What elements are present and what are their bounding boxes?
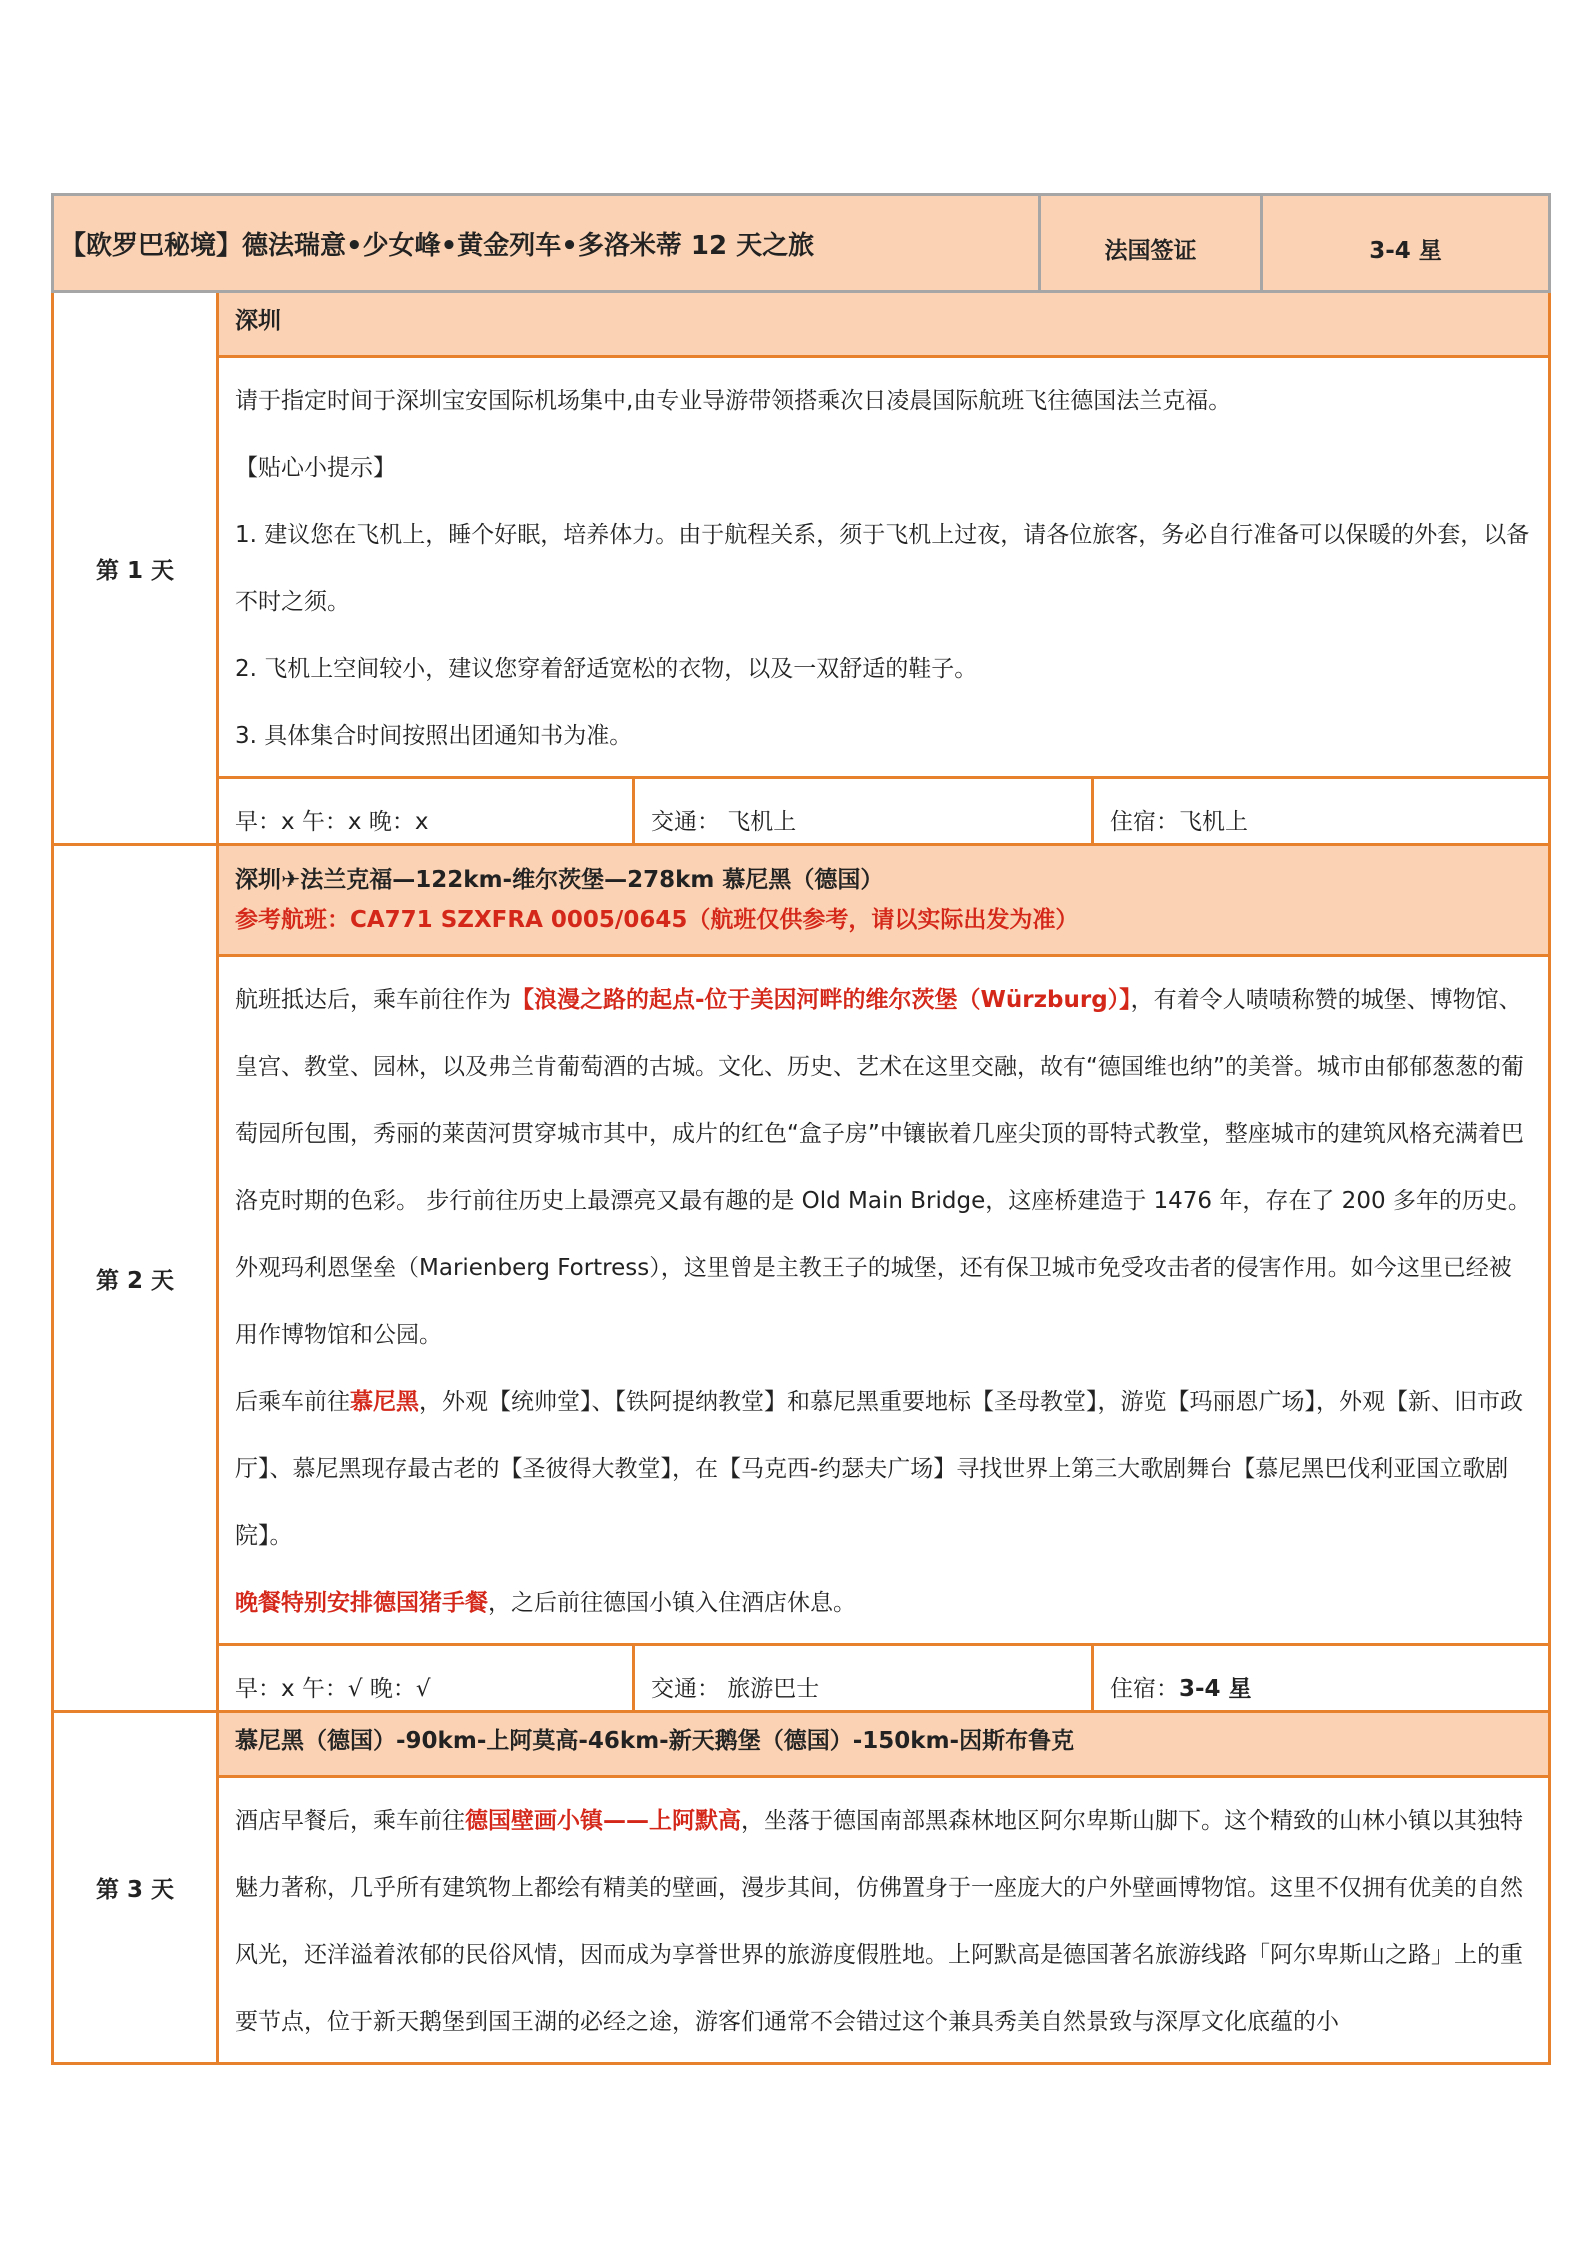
day-route-block (219, 846, 1548, 957)
tour-title: 【欧罗巴秘境】德法瑞意•少女峰•黄金列车•多洛米蒂 12 天之旅 (53, 195, 1040, 292)
text-segment: ，之后前往德国小镇入住酒店休息。 (488, 1590, 856, 1616)
meals-info: 早：x 午：x 晚：x (219, 779, 635, 843)
day-row (53, 1712, 1550, 2064)
highlight-text: 德国壁画小镇——上阿默高 (465, 1808, 741, 1834)
paragraph (235, 1369, 1532, 1570)
visa-type: 法国签证 (1040, 195, 1262, 292)
day-label: 第 1 天 (53, 292, 218, 845)
day-route: 慕尼黑（德国）-90km-上阿莫高-46km-新天鹅堡（德国）-150km-因斯布鲁克 (219, 1713, 1548, 1778)
paragraph: 2. 飞机上空间较小，建议您穿着舒适宽松的衣物，以及一双舒适的鞋子。 (235, 656, 978, 682)
day-description (219, 358, 1548, 776)
meals-info: 早：x 午：√ 晚：√ (219, 1646, 635, 1710)
paragraph (235, 967, 1532, 1369)
highlight-text: 慕尼黑 (350, 1389, 419, 1415)
transport-info: 交通： 飞机上 (635, 779, 1094, 843)
day-content (218, 845, 1550, 1712)
text-segment: ，有着令人啧啧称赞的城堡、博物馆、皇宫、教堂、园林，以及弗兰肯葡萄酒的古城。文化、历史、艺术在这里交融，故有“德国维也纳”的美誉。城市由郁郁葱葱的葡萄园所包围，秀丽的莱茵河贯穿城市其中，成片的红色“盒子房”中镶嵌着几座尖顶的哥特式教堂，整座城市的建筑风格充满着巴洛克时期的色彩。 步行前往历史上最漂亮又最有趣的是 Old Main Bridge，这座桥建造于 1476 年，存在了 200 多年的历史。外观玛利恩堡垒（Marienberg Fortress），这里曾是主教王子的城堡，还有保卫城市免受攻击者的侵害作用。如今这里已经被用作博物馆和公园。 (235, 987, 1531, 1348)
text-segment: 航班抵达后，乘车前往作为 (235, 987, 511, 1013)
day-row (53, 292, 1550, 845)
day-info-bar (219, 776, 1548, 843)
text-segment: 后乘车前往 (235, 1389, 350, 1415)
day-row (53, 845, 1550, 1712)
itinerary-table (51, 193, 1551, 2065)
text-segment: ，坐落于德国南部黑森林地区阿尔卑斯山脚下。这个精致的山林小镇以其独特魅力著称，几乎所有建筑物上都绘有精美的壁画，漫步其间，仿佛置身于一座庞大的户外壁画博物馆。这里不仅拥有优美的自然风光，还洋溢着浓郁的民俗风情，因而成为享誉世界的旅游度假胜地。上阿默高是德国著名旅游线路「阿尔卑斯山之路」上的重要节点，位于新天鹅堡到国王湖的必经之途，游客们通常不会错过这个兼具秀美自然景致与深厚文化底蕴的小 (235, 1808, 1523, 2035)
day-description (219, 1778, 1548, 2062)
day-content (218, 1712, 1550, 2064)
hotel-info (1094, 1646, 1548, 1710)
transport-info: 交通： 旅游巴士 (635, 1646, 1094, 1710)
day-description (219, 957, 1548, 1643)
day-label: 第 3 天 (53, 1712, 218, 2064)
text-segment: ，外观【统帅堂】、【铁阿提纳教堂】和慕尼黑重要地标【圣母教堂】，游览【玛丽恩广场】，外观【新、旧市政厅】、慕尼黑现存最古老的【圣彼得大教堂】，在【马克西-约瑟夫广场】寻找世界上第三大歌剧舞台【慕尼黑巴伐利亚国立歌剧院】。 (235, 1389, 1523, 1549)
hotel-label: 住宿： (1110, 1676, 1179, 1702)
paragraph (235, 1788, 1532, 2056)
hotel-rating: 3-4 星 (1179, 1676, 1252, 1702)
paragraph (235, 1570, 1532, 1637)
highlight-text: 晚餐特别安排德国猪手餐 (235, 1590, 488, 1616)
paragraph: 请于指定时间于深圳宝安国际机场集中,由专业导游带领搭乘次日凌晨国际航班飞往德国法兰克福。 (235, 388, 1232, 414)
hotel-star-rating: 3-4 星 (1262, 195, 1550, 292)
text-segment: 酒店早餐后，乘车前往 (235, 1808, 465, 1834)
hotel-info: 住宿：飞机上 (1110, 809, 1248, 835)
day-route: 深圳✈法兰克福—122km-维尔茨堡—278km 慕尼黑（德国） (235, 867, 884, 893)
day-route: 深圳 (219, 293, 1548, 358)
paragraph: 3. 具体集合时间按照出团通知书为准。 (235, 723, 633, 749)
day-info-bar (219, 1643, 1548, 1710)
day-content (218, 292, 1550, 845)
day-label: 第 2 天 (53, 845, 218, 1712)
paragraph: 【贴心小提示】 (235, 455, 396, 481)
paragraph: 1. 建议您在飞机上，睡个好眠，培养体力。由于航程关系，须于飞机上过夜，请各位旅客，务必自行准备可以保暖的外套，以备不时之须。 (235, 522, 1530, 615)
highlight-text: 【浪漫之路的起点-位于美因河畔的维尔茨堡（Würzburg）】 (511, 987, 1131, 1013)
itinerary-header-row (53, 195, 1550, 292)
reference-flight: 参考航班：CA771 SZXFRA 0005/0645（航班仅供参考，请以实际出发为准） (235, 907, 1079, 933)
